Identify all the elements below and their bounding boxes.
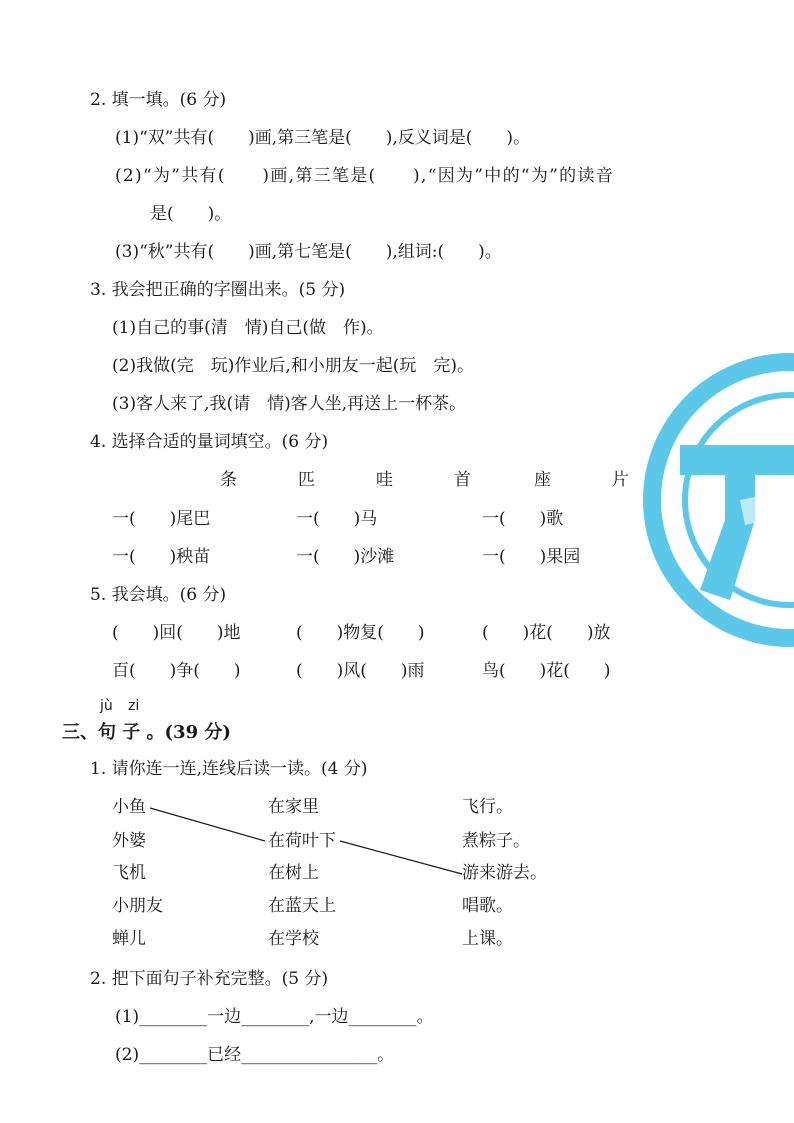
fill-item: 一( )果园 [482, 547, 581, 567]
idiom-item: ( )风( )雨 [296, 661, 425, 681]
match-left: 飞机 [112, 863, 146, 883]
measure-word: 座 [534, 470, 551, 490]
q5-title: 5. 我会填。(6 分) [90, 585, 227, 605]
s2-line2: (2)________已经________________。 [115, 1045, 395, 1065]
idiom-item: ( )花( )放 [482, 623, 611, 643]
idiom-item: 百( )争( ) [112, 661, 241, 681]
q3-title: 3. 我会把正确的字圈出来。(5 分) [90, 280, 346, 300]
match-middle: 在树上 [268, 863, 319, 883]
idiom-item: ( )回( )地 [112, 623, 241, 643]
idiom-item: 鸟( )花( ) [482, 661, 611, 681]
pinyin-zi: zi [128, 698, 140, 714]
q3-line2: (2)我做(完 玩)作业后,和小朋友一起(玩 完)。 [112, 356, 475, 376]
fill-item: 一( )尾巴 [112, 509, 211, 529]
section-title: 三、句 子 。(39 分) [62, 722, 231, 743]
measure-word: 片 [612, 470, 629, 490]
connecting-line [150, 808, 265, 841]
measure-word: 条 [220, 470, 237, 490]
match-middle: 在荷叶下 [268, 831, 336, 851]
match-right: 上课。 [462, 929, 513, 949]
match-right: 飞行。 [462, 797, 513, 817]
q2-line2b: 是( )。 [150, 204, 232, 224]
measure-word: 首 [454, 470, 471, 490]
q3-line1: (1)自己的事(清 情)自己(做 作)。 [112, 318, 384, 338]
connecting-line [340, 841, 462, 874]
q2-title: 2. 填一填。(6 分) [90, 90, 227, 110]
watermark-logo [640, 350, 794, 650]
match-right: 煮粽子。 [462, 831, 530, 851]
match-right: 游来游去。 [462, 863, 547, 883]
q3-line3: (3)客人来了,我(请 情)客人坐,再送上一杯茶。 [112, 394, 467, 414]
measure-word: 哇 [376, 470, 393, 490]
match-middle: 在蓝天上 [268, 896, 336, 916]
match-left: 外婆 [112, 831, 146, 851]
fill-item: 一( )秧苗 [112, 547, 211, 567]
fill-item: 一( )歌 [482, 509, 564, 529]
match-left: 蝉儿 [112, 929, 146, 949]
fill-item: 一( )马 [296, 509, 378, 529]
idiom-item: ( )物复( ) [296, 623, 425, 643]
match-middle: 在学校 [268, 929, 319, 949]
q2-line1: (1)“双”共有( )画,第三笔是( ),反义词是( )。 [115, 128, 531, 148]
q2-line3: (3)“秋”共有( )画,第七笔是( ),组词:( )。 [115, 242, 502, 262]
q4-title: 4. 选择合适的量词填空。(6 分) [90, 432, 329, 452]
q2-line2: (2)“为”共有( )画,第三笔是( ),“因为”中的“为”的读音 [115, 166, 615, 186]
s1-title: 1. 请你连一连,连线后读一读。(4 分) [90, 759, 368, 779]
match-right: 唱歌。 [462, 896, 513, 916]
s2-line1: (1)________一边________,一边________。 [115, 1007, 434, 1027]
fill-item: 一( )沙滩 [296, 547, 395, 567]
pinyin-ju: jù [100, 698, 113, 714]
match-left: 小朋友 [112, 896, 163, 916]
measure-word: 匹 [298, 470, 315, 490]
match-middle: 在家里 [268, 797, 319, 817]
s2-title: 2. 把下面句子补充完整。(5 分) [90, 969, 329, 989]
match-left: 小鱼 [112, 797, 146, 817]
